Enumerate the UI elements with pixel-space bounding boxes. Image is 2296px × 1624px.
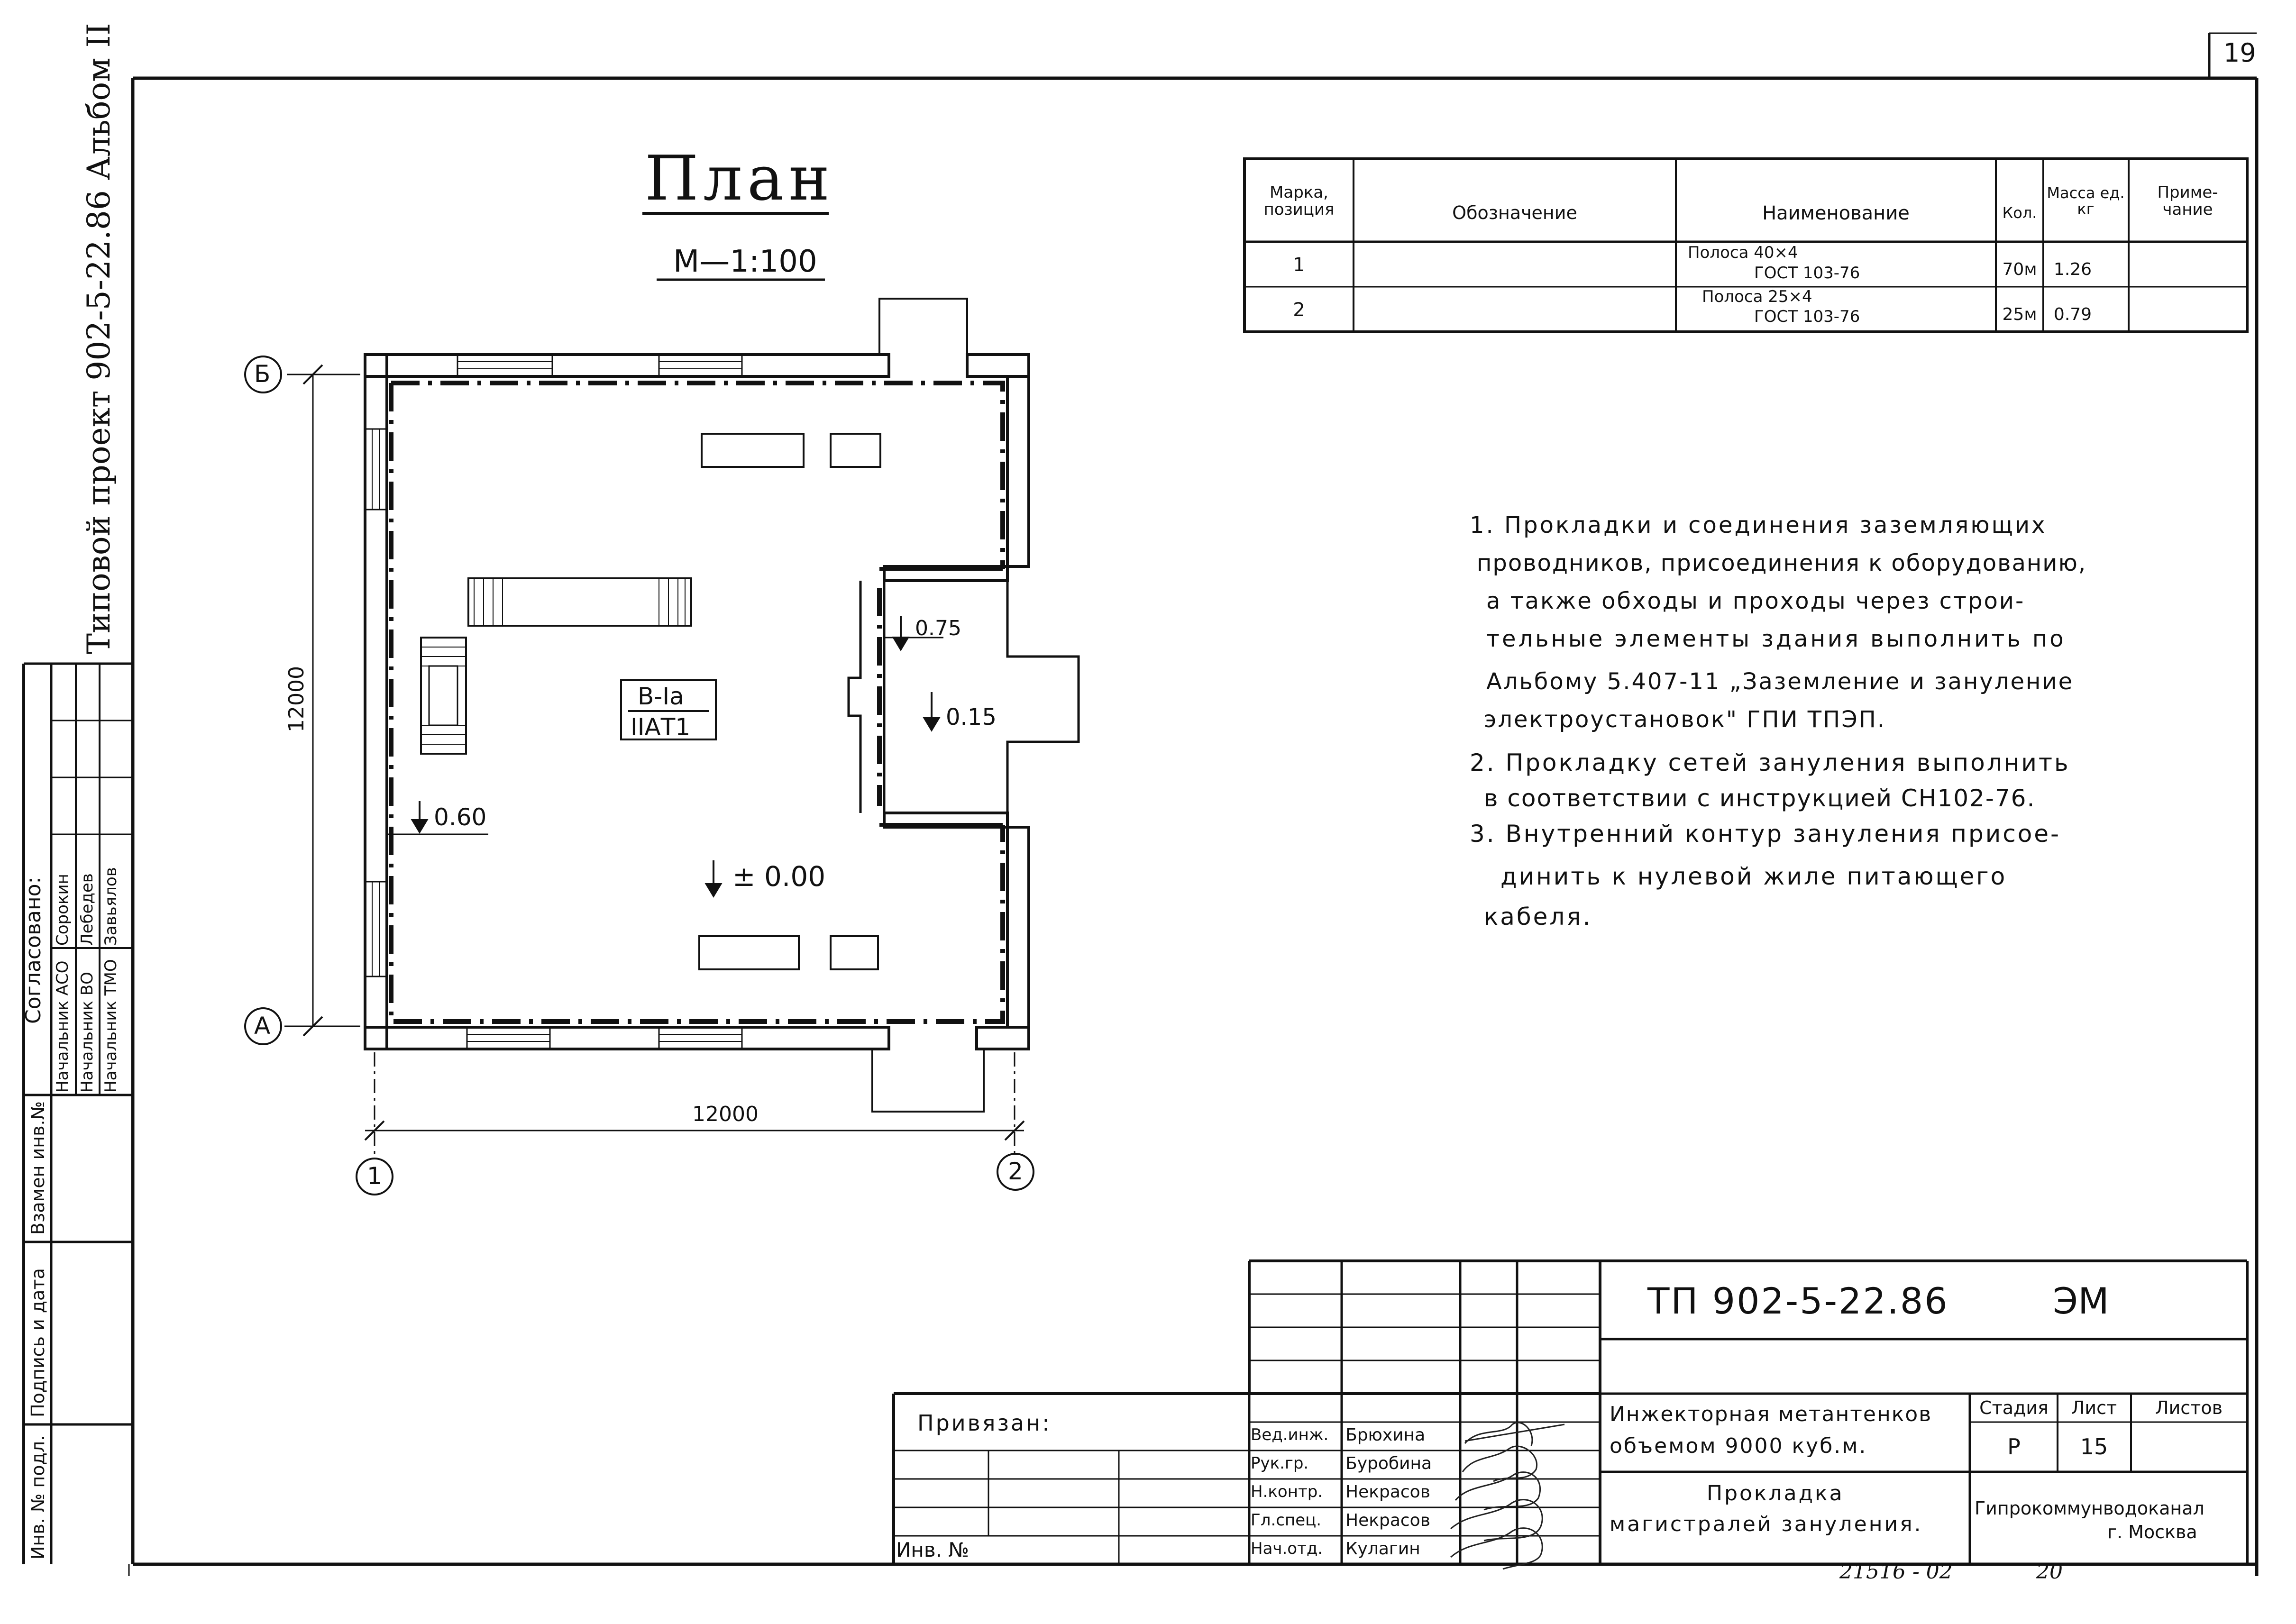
spec-header-note: Приме- чание [2157,183,2218,219]
spec-row-2-mark: 2 [1293,299,1305,321]
approval-role-2: Начальник ВО [78,972,97,1093]
document-mark: ЭМ [2053,1280,2109,1322]
spec-row-1-designation [1356,244,1674,286]
bound-label: Привязан: [917,1410,1052,1436]
axis-a-label: А [254,1012,271,1040]
note-line: 1. Прокладки и соединения заземляющих [1470,512,2047,538]
approval-name-2: Лебедев [78,873,97,946]
sheet-title-line-2: магистралей зануления. [1610,1512,1923,1536]
stage-value: Р [2007,1434,2021,1460]
staff-name-1: Брюхина [1345,1425,1426,1445]
approval-role-3: Начальник ТМО [101,959,120,1093]
stamp-field-replace-inv: Взамен инв.№ [27,1101,48,1235]
sheets-header: Листов [2155,1397,2223,1419]
note-line: а также обходы и проходы через строи- [1486,588,2025,614]
staff-name-4: Некрасов [1345,1511,1430,1530]
note-line: 3. Внутренний контур зануления присое- [1470,820,2061,848]
signature-scribbles [1451,1423,1564,1569]
organization-name: Гипрокоммунводоканал [1975,1498,2205,1519]
spec-row-1-qty: 70м [2002,260,2037,280]
sheet-title-line-1: Прокладка [1707,1481,1844,1505]
zone-class-bottom: IIАТ1 [631,713,691,741]
staff-name-5: Кулагин [1345,1539,1420,1559]
project-code: ТП 902-5-22.86 [1647,1280,1949,1322]
spec-row-1-name-2: ГОСТ 103-76 [1754,264,1860,283]
inventory-label: Инв. № [896,1538,970,1561]
agreed-label: Согласовано: [21,876,46,1024]
note-line: проводников, присоединения к оборудованию, [1477,550,2087,576]
axis-2-label: 2 [1008,1158,1023,1185]
spec-header-mark: Марка, позиция [1263,183,1335,219]
stage-header: Стадия [1979,1397,2049,1419]
spec-header-name: Наименование [1762,202,1910,224]
note-line: Альбому 5.407-11 „Заземление и зануление [1486,668,2074,695]
approval-role-1: Начальник АСО [53,960,72,1093]
plan-title: План [645,142,835,214]
sheet-value: 15 [2080,1434,2108,1460]
spec-header-qty: Кол. [2002,204,2037,222]
spec-row-2-qty: 25м [2002,305,2037,325]
level-0-00: ± 0.00 [732,860,826,893]
approval-name-1: Сорокин [53,874,72,946]
note-line: кабеля. [1484,903,1592,931]
staff-role-1: Вед.инж. [1251,1425,1329,1444]
plan-scale: М—1:100 [673,244,817,279]
spec-row-1-mass: 1.26 [2053,260,2092,280]
staff-role-2: Рук.гр. [1251,1454,1309,1473]
spec-header-designation: Обозначение [1452,202,1577,224]
bottom-code: 21516 - 02 [1839,1560,1953,1584]
zone-class-top: В-Iа [638,683,684,710]
stamp-field-inv-original: Инв. № подл. [27,1435,48,1560]
dimension-vertical: 12000 [284,666,309,732]
stamp-field-signature-date: Подпись и дата [27,1268,48,1417]
spec-row-2-designation [1356,289,1674,331]
spec-row-2-name-1: Полоса 25×4 [1702,287,1812,306]
note-line: тельные элементы здания выполнить по [1486,626,2066,652]
object-name-line-2: объемом 9000 куб.м. [1610,1434,1867,1458]
spec-header-mass: Масса ед. кг [2047,184,2125,218]
note-line: 2. Прокладку сетей зануления выполнить [1470,749,2070,776]
sheets-value [2132,1424,2246,1469]
note-line: динить к нулевой жиле питающего [1500,863,2007,890]
spec-row-2-note [2130,299,2246,331]
organization-city: г. Москва [2107,1522,2197,1542]
staff-name-2: Буробина [1345,1454,1432,1473]
approval-name-3: Завьялов [101,867,120,946]
axis-1-label: 1 [367,1162,382,1190]
level-0-15: 0.15 [946,704,997,730]
level-0-60: 0.60 [434,803,487,831]
bottom-number: 20 [2036,1560,2063,1584]
spec-row-1-name-1: Полоса 40×4 [1688,243,1798,262]
object-name-line-1: Инжекторная метантенков [1610,1402,1932,1426]
spec-row-2-name-2: ГОСТ 103-76 [1754,307,1860,326]
staff-role-4: Гл.спец. [1251,1511,1322,1530]
album-title: Типовой проект 902-5-22.86 Альбом II [81,23,117,654]
note-line: электроустановок" ГПИ ТПЭП. [1484,706,1886,733]
spec-row-2-mass: 0.79 [2053,305,2092,325]
level-0-75: 0.75 [915,616,961,640]
staff-name-3: Некрасов [1345,1482,1430,1502]
spec-row-1-mark: 1 [1293,254,1305,276]
spec-row-1-note [2130,254,2246,286]
staff-role-5: Нач.отд. [1251,1539,1323,1558]
staff-role-3: Н.контр. [1251,1482,1323,1501]
note-line: в соответствии с инструкцией СН102-76. [1484,785,2036,812]
dimension-horizontal: 12000 [692,1102,759,1126]
sheet-header: Лист [2071,1397,2117,1419]
axis-b-label: Б [254,360,271,388]
page-number: 19 [2223,38,2256,68]
